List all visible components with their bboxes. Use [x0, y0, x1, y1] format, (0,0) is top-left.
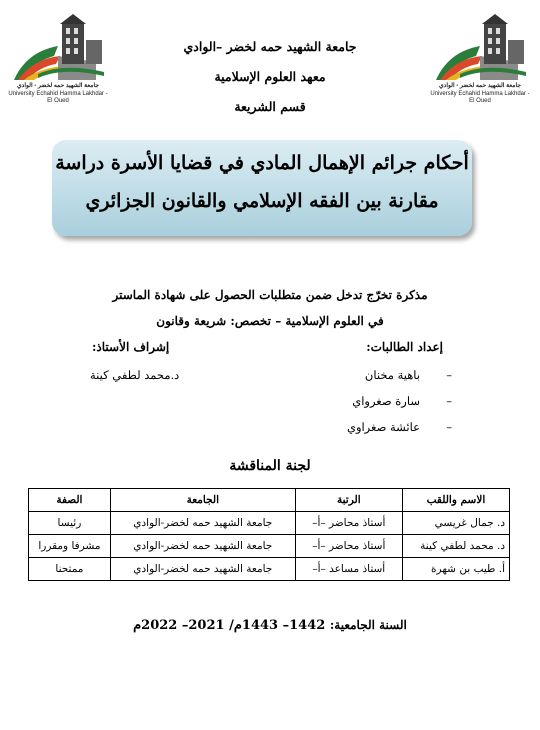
university-logo-left [8, 10, 108, 102]
member-university: جامعة الشهيد حمه لخضر-الوادي [110, 535, 295, 558]
student-name: سارة صغرواي [352, 394, 420, 408]
table-header-row [29, 489, 510, 512]
student-name: عائشة صغراوي [346, 420, 420, 434]
academic-year-label: السنة الجامعية: [329, 618, 407, 632]
institute-name: معهد العلوم الإسلامية [214, 69, 326, 84]
supervisor-label: إشراف الأستاذ: [92, 340, 170, 354]
member-rank: أستاذ مساعد –أ– [295, 558, 402, 581]
table-row [29, 535, 510, 558]
academic-year [0, 618, 540, 633]
list-dash: – [446, 394, 452, 408]
thesis-purpose: مذكرة تخرّج تدخل ضمن متطلبات الحصول على شهادة الماستر [112, 288, 428, 302]
logo-caption-english: University Echahid Hamma Lakhdar - El Oued [430, 91, 530, 104]
list-dash: – [446, 368, 452, 382]
thesis-specialty: في العلوم الإسلامية – تخصص: شريعة وقانون [156, 314, 384, 328]
university-logo-right [430, 10, 530, 102]
member-name: د. محمد لطفي كينة [402, 535, 509, 558]
thesis-title-line1: أحكام جرائم الإهمال المادي في قضايا الأسرة دراسة [55, 152, 469, 174]
member-rank: أستاذ محاضر –أ– [295, 535, 402, 558]
academic-year-value: 1442– 1443م/ 2021– 2022م [133, 618, 326, 633]
student-item [352, 394, 452, 408]
member-university: جامعة الشهيد حمه لخضر-الوادي [110, 558, 295, 581]
student-name: باهية مخنان [364, 368, 420, 382]
table-row [29, 512, 510, 535]
university-emblem [8, 10, 108, 82]
member-name: د. جمال غريسي [402, 512, 509, 535]
student-item [347, 420, 452, 434]
member-role: مشرفا ومقررا [29, 535, 111, 558]
header-rank: الرتبة [295, 489, 402, 512]
member-name: أ. طيب بن شهرة [402, 558, 509, 581]
logo-caption-arabic: جامعة الشهيد حمه لخضر - الوادي [16, 83, 99, 89]
university-emblem [430, 10, 530, 82]
header-name: الاسم واللقب [402, 489, 509, 512]
logo-caption-arabic: جامعة الشهيد حمه لخضر - الوادي [438, 83, 521, 89]
supervisor-name: د.محمد لطفي كينة [90, 368, 180, 382]
student-item [365, 368, 452, 382]
logo-caption-english: University Echahid Hamma Lakhdar - El Oued [8, 91, 108, 104]
list-dash: – [446, 420, 452, 434]
thesis-title-box [52, 140, 472, 236]
thesis-title-line2: مقارنة بين الفقه الإسلامي والقانون الجزائري [85, 190, 439, 212]
committee-title: لجنة المناقشة [229, 458, 311, 474]
table-row [29, 558, 510, 581]
committee-table [28, 488, 510, 581]
member-rank: أستاذ محاضر –أ– [295, 512, 402, 535]
university-name: جامعة الشهيد حمه لخضر –الوادي [183, 39, 357, 54]
member-role: ممتحنا [29, 558, 111, 581]
member-university: جامعة الشهيد حمه لخضر-الوادي [110, 512, 295, 535]
member-role: رئيسا [29, 512, 111, 535]
institution-header [130, 32, 410, 122]
department-name: قسم الشريعة [234, 99, 306, 114]
prepared-by-label: إعداد الطالبات: [366, 340, 443, 354]
header-university: الجامعة [110, 489, 295, 512]
header-role: الصفة [29, 489, 111, 512]
